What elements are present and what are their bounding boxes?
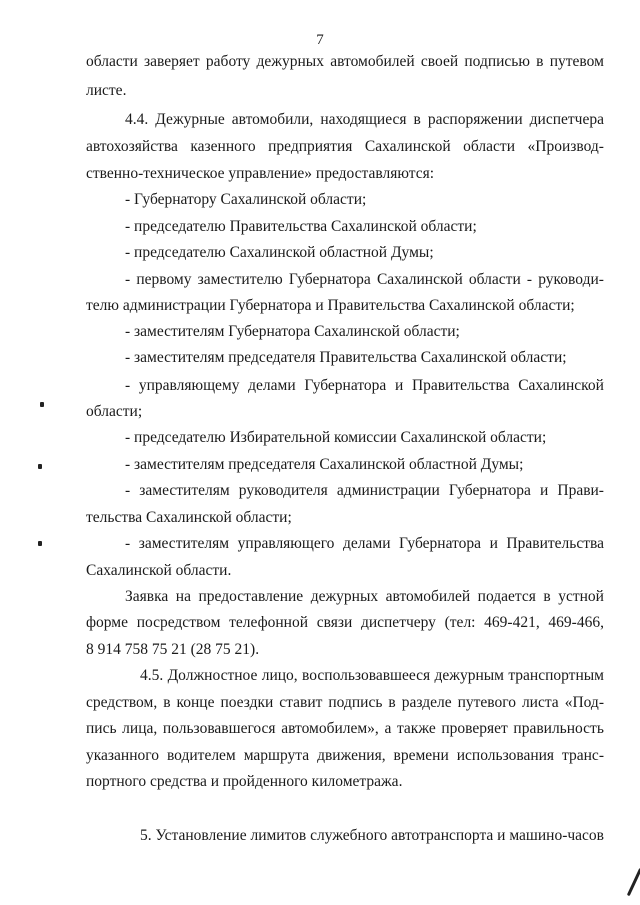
text-line: портного средства и пройденного километража. [86,773,403,790]
text-line: 8 914 758 75 21 (28 75 21). [86,641,260,658]
text-line: 4.5. Должностное лицо, воспользовавшееся дежурным транспортным [140,667,604,684]
text-line: - управляющему делами Губернатора и Правительства Сахалинской [125,377,604,394]
page-number: 7 [316,32,324,48]
text-line: - Губернатору Сахалинской области; [125,191,367,208]
text-line: Заявка на предоставление дежурных автомобилей подается в устной [125,588,604,605]
text-line: - заместителям председателя Правительства Сахалинской области; [125,349,567,366]
text-line: ственно-техническое управление» предоставляются: [86,165,435,182]
text-line: 4.4. Дежурные автомобили, находящиеся в распоряжении диспетчера [125,111,604,128]
text-line: автохозяйства казенного предприятия Сахалинской области «Производ- [86,138,604,155]
margin-mark [38,541,42,546]
text-line: - заместителям Губернатора Сахалинской области; [125,323,460,340]
margin-mark [40,402,44,407]
text-line: указанного водителем маршрута движения, времени использования транс- [86,747,604,764]
text-line: - заместителям руководителя администрации Губернатора и Прави- [125,482,604,499]
text-line: тельства Сахалинской области; [86,509,292,526]
pen-stroke [627,868,640,896]
text-line: средством, в конце поездки ставит подпись в разделе путевого листа «Под- [86,694,604,711]
text-line: телю администрации Губернатора и Правительства Сахалинской области; [86,297,575,314]
text-line: - заместителям председателя Сахалинской областной Думы; [125,456,524,473]
text-line: - первому заместителю Губернатора Сахалинской области - руководи- [125,271,604,288]
text-line: области заверяет работу дежурных автомобилей своей подписью в путевом [86,53,604,70]
margin-mark [38,464,42,469]
text-line: листе. [86,82,127,99]
text-line: - председателю Правительства Сахалинской области; [125,218,477,235]
text-line: пись лица, пользовавшегося автомобилем», а также проверяет правильность [86,720,604,737]
text-line: форме посредством телефонной связи диспетчеру (тел: 469-421, 469-466, [86,614,604,631]
text-line: - председателю Избирательной комиссии Сахалинской области; [125,429,547,446]
text-line: Сахалинской области. [86,562,232,579]
section-heading: 5. Установление лимитов служебного автотранспорта и машино-часов [140,827,604,844]
text-line: - председателю Сахалинской областной Думы; [125,244,434,261]
text-line: - заместителям управляющего делами Губернатора и Правительства [125,535,604,552]
text-line: области; [86,403,143,420]
